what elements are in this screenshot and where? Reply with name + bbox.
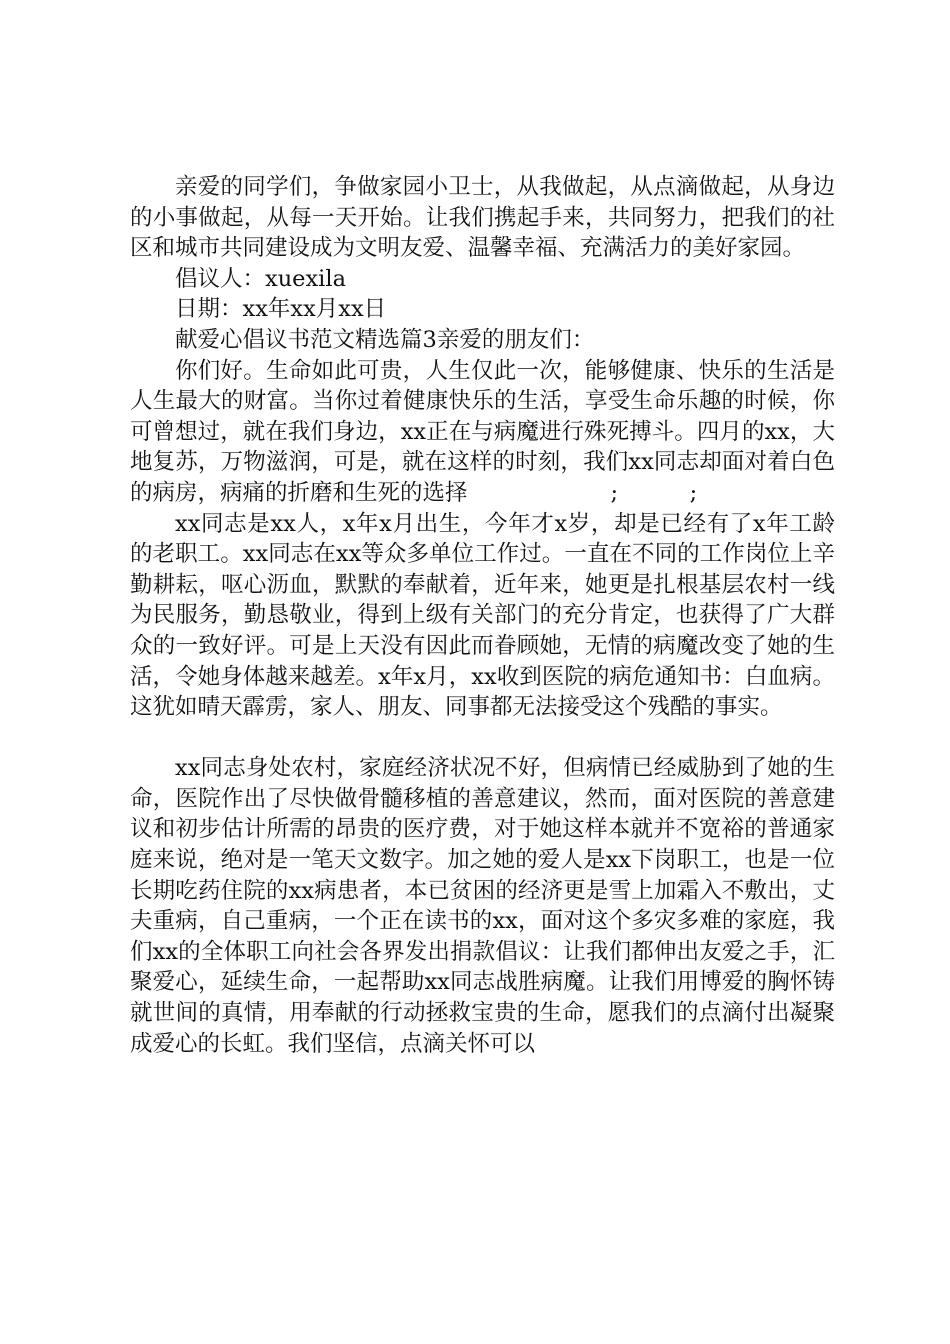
paragraph-initiator: 倡议人：xuexila	[175, 265, 346, 292]
paragraph-spacer	[130, 723, 835, 754]
paragraph-appeal: xx同志身处农村，家庭经济状况不好，但病情已经威胁到了她的生命，医院作出了尽快做骨髓移植的善意建议，然而，面对医院的善意建议和初步估计所需的昂贵的医疗费，对于她这样本就并不宽裕的普通家庭来说，绝对是一笔天文数字。加之她的爱人是xx下岗职工，也是一位长期吃药住院的xx病患者，本已贫困的经济更是雪上加霜入不敷出，丈夫重病，自己重病，一个正在读书的xx，面对这个多灾多难的家庭，我们xx的全体职工向社会各界发出捐款倡议：让我们都伸出友爱之手，汇聚爱心，延续生命，一起帮助xx同志战胜病魔。让我们用博爱的胸怀铸就世间的真情，用奉献的行动拯救宝贵的生命，愿我们的点滴付出凝聚成爱心的长虹。我们坚信，点滴关怀可以	[130, 755, 835, 1057]
document-page	[130, 172, 835, 1059]
paragraph-section-heading: 献爱心倡议书范文精选篇3亲爱的朋友们：	[175, 326, 595, 353]
paragraph-closing-appeal: 亲爱的同学们，争做家园小卫士，从我做起，从点滴做起，从身边的小事做起，从每一天开始。让我们携起手来，共同努力，把我们的社区和城市共同建设成为文明友爱、温馨幸福、充满活力的美好家园。	[130, 174, 835, 262]
paragraph-date: 日期：xx年xx月xx日	[175, 296, 387, 323]
paragraph-greeting: 你们好。生命如此可贵，人生仅此一次，能够健康、快乐的生活是人生最大的财富。当你过着健康快乐的生活，享受生命乐趣的时候，你可曾想过，就在我们身边，xx正在与病魔进行殊死搏斗。四月的xx，大地复苏，万物滋润，可是，就在这样的时刻，我们xx同志却面对着白色的病房，病痛的折磨和生死的选择 ; ;	[130, 357, 835, 506]
paragraph-background: xx同志是xx人，x年x月出生，今年才x岁，却是已经有了x年工龄的老职工。xx同志在xx等众多单位工作过。一直在不同的工作岗位上辛勤耕耘，呕心沥血，默默的奉献着，近年来，她更是扎根基层农村一线为民服务，勤恳敬业，得到上级有关部门的充分肯定，也获得了广大群众的一致好评。可是上天没有因此而眷顾她，无情的病魔改变了她的生活，令她身体越来越差。x年x月，xx收到医院的病危通知书：白血病。这犹如晴天霹雳，家人、朋友、同事都无法接受这个残酷的事实。	[130, 510, 835, 721]
